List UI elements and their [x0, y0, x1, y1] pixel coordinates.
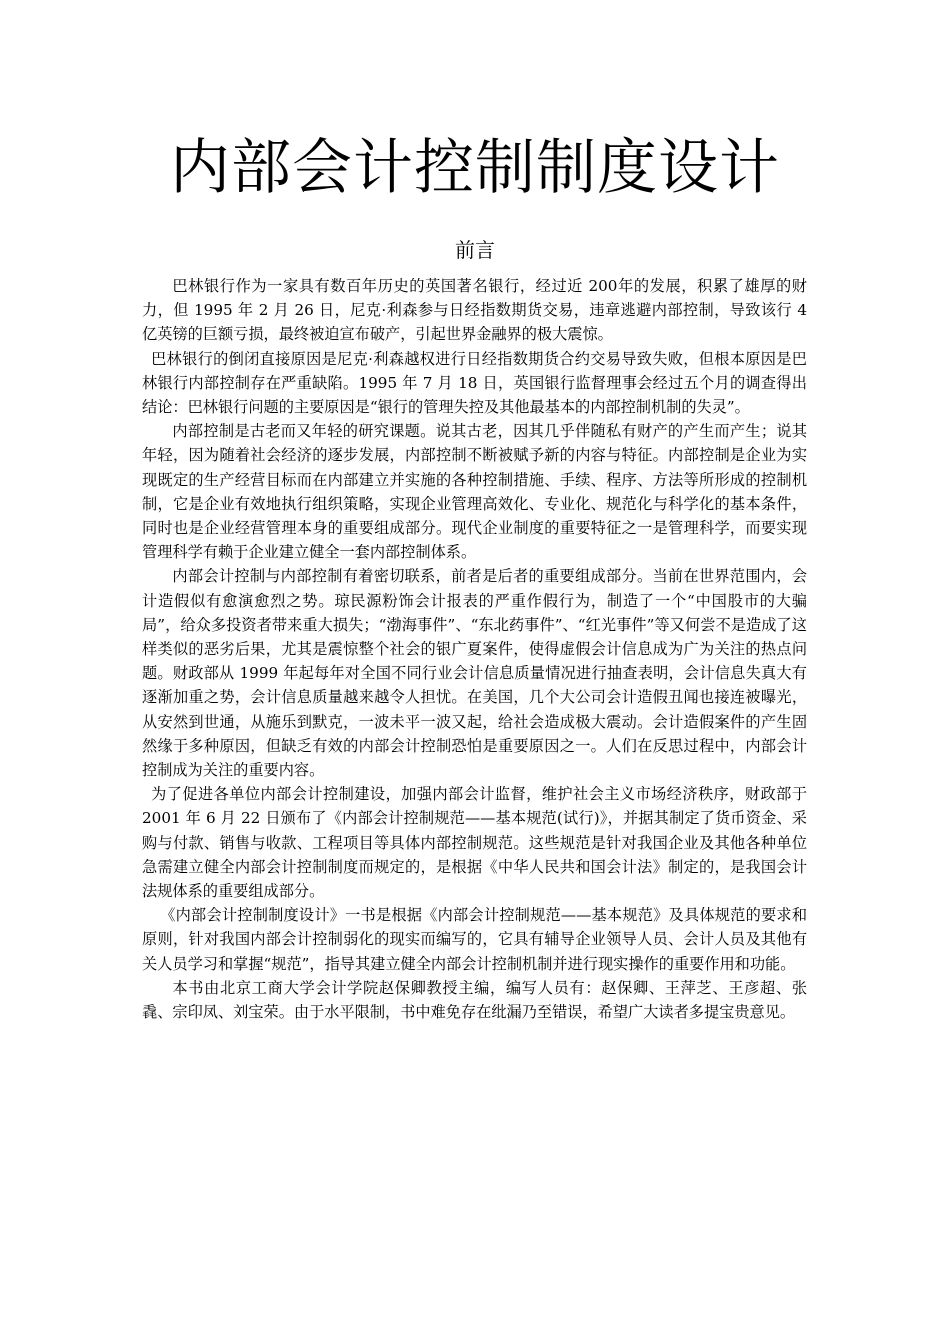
paragraph-7: 本书由北京工商大学会计学院赵保卿教授主编，编写人员有：赵保卿、王萍芝、王彦超、张毳、宗印凤、刘宝荣。由于水平限制，书中难免存在纰漏乃至错误，希望广大读者多提宝贵意见。 [142, 978, 807, 1022]
paragraph-5: 为了促进各单位内部会计控制建设，加强内部会计监督，维护社会主义市场经济秩序，财政部于 2001 年 6 月 22 日颁布了《内部会计控制规范——基本规范(试行)》，并据其制定了货币资金、采购与付款、销售与收款、工程项目等具体内部控制规范。这些规范是针对我国企业及其他各种单位急需建立健全内部会计控制制度而规定的，是根据《中华人民共和国会计法》制定的，是我国会计法规体系的重要组成部分。 [142, 785, 807, 901]
paragraph-3: 内部控制是古老而又年轻的研究课题。说其古老，因其几乎伴随私有财产的产生而产生；说其年轻，因为随着社会经济的逐步发展，内部控制不断被赋予新的内容与特征。内部控制是企业为实现既定的生产经营目标而在内部建立并实施的各种控制措施、手续、程序、方法等所形成的控制机制，它是企业有效地执行组织策略，实现企业管理高效化、专业化、规范化与科学化的基本条件，同时也是企业经营管理本身的重要组成部分。现代企业制度的重要特征之一是管理科学，而要实现管理科学有赖于企业建立健全一套内部控制体系。 [142, 422, 807, 562]
paragraph-4: 内部会计控制与内部控制有着密切联系，前者是后者的重要组成部分。当前在世界范围内，会计造假似有愈演愈烈之势。琼民源粉饰会计报表的严重作假行为，制造了一个“中国股市的大骗局”，给众多投资者带来重大损失；“渤海事件”、“东北药事件”、“红光事件”等又何尝不是造成了这样类似的恶劣后果，尤其是震惊整个社会的银广夏案件，使得虚假会计信息成为广为关注的热点问题。财政部从 1999 年起每年对全国不同行业会计信息质量情况进行抽查表明，会计信息失真大有逐渐加重之势，会计信息质量越来越令人担忧。在美国，几个大公司会计造假丑闻也接连被曝光，从安然到世通，从施乐到默克，一波未平一波又起，给社会造成极大震动。会计造假案件的产生固然缘于多种原因，但缺乏有效的内部会计控制恐怕是重要原因之一。人们在反思过程中，内部会计控制成为关注的重要内容。 [142, 567, 807, 780]
paragraph-2: 巴林银行的倒闭直接原因是尼克·利森越权进行日经指数期货合约交易导致失败，但根本原因是巴林银行内部控制存在严重缺陷。1995 年 7 月 18 日，英国银行监督理事会经过五个月的调查得出结论：巴林银行问题的主要原因是“银行的管理失控及其他最基本的内部控制机制的失灵”。 [142, 349, 807, 417]
document-title: 内部会计控制制度设计 [170, 133, 780, 203]
preface-body [142, 274, 807, 1024]
section-title-preface: 前言 [455, 238, 495, 262]
paragraph-1: 巴林银行作为一家具有数百年历史的英国著名银行，经过近 200年的发展，积累了雄厚的财力，但 1995 年 2 月 26 日，尼克·利森参与日经指数期货交易，违章逃避内部控制，导致该行 4 亿英镑的巨额亏损，最终被迫宣布破产，引起世界金融界的极大震惊。 [142, 277, 807, 344]
paragraph-6: 《内部会计控制制度设计》一书是根据《内部会计控制规范——基本规范》及具体规范的要求和原则，针对我国内部会计控制弱化的现实而编写的，它具有辅导企业领导人员、会计人员及其他有关人员学习和掌握“规范”，指导其建立健全内部会计控制机制并进行现实操作的重要作用和功能。 [142, 906, 807, 973]
